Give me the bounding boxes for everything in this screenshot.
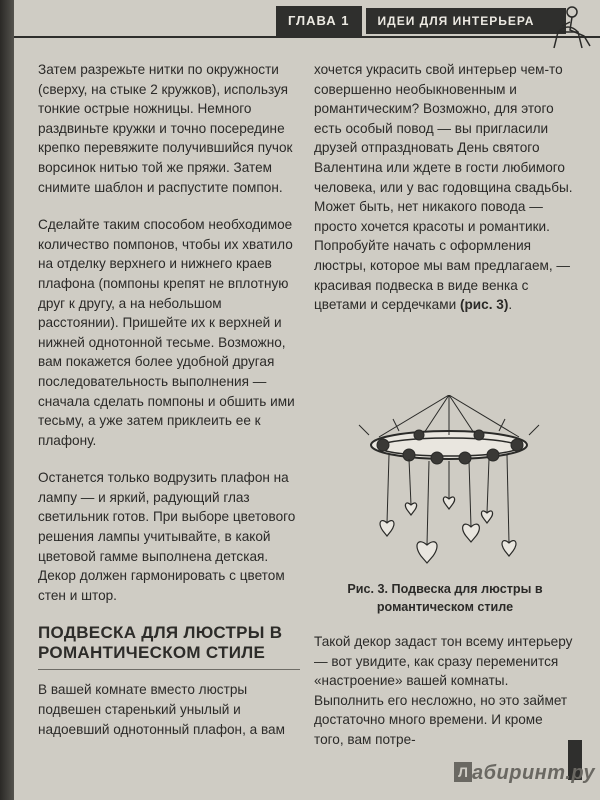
chandelier-wreath-illustration (349, 395, 549, 575)
watermark-text: абиринт.ру (472, 762, 596, 784)
paragraph: Затем разрежьте нитки по окружности (сверху, на стыке 2 кружков), используя тонкие острые ножницы. Немного раздвиньте кружки и точно посередине крепко перевяжите получившийся пучок ворсинок нитью той же пряжи. Затем снимите шаблон и распустите помпон. (38, 62, 293, 195)
paragraph: В вашей комнате вместо люстры подвешен старенький унылый и надоевший однотонный плафон, а вам (38, 682, 285, 737)
paragraph (314, 60, 576, 315)
chapter-label: ГЛАВА 1 (276, 6, 362, 36)
right-column (314, 60, 576, 333)
left-column (38, 60, 300, 757)
running-header (276, 8, 566, 34)
page-gutter-shadow (0, 0, 14, 800)
watermark-logo: Л (454, 762, 472, 782)
paragraph: Сделайте таким способом необходимое количество помпонов, чтобы их хватило на отделку верхнего и нижнего краев плафона (помпоны крепят не вплотную друг к другу, а на небольшом расстоянии). Пришейте их к верхней и нижней однотонной тесьме. Возможно, вам покажется более удобной другая последовательность выполнения — сначала сделать помпоны и обшить ими тесьму, а уже затем приклеить ее к плафону. (38, 217, 295, 448)
section-heading: ПОДВЕСКА ДЛЯ ЛЮСТРЫ В РОМАНТИЧЕСКОМ СТИЛЕ (38, 623, 300, 670)
book-page (14, 0, 600, 800)
header-rule (14, 36, 600, 38)
paragraph: Такой декор задаст тон всему интерьеру — вот увидите, как сразу переменится «настроение» вашей комнаты. Выполнить его несложно, но это займет достаточно много времени. И кроме того, вам потре- (314, 634, 573, 747)
paragraph-text: хочется украсить свой интерьер чем-то совершенно необыкновенным и романтическим? Возможно, для этого есть особый повод — вы пригласили друзей отпраздновать День святого Валентина или ждете в гости любимого человека, или у вас годовщина свадьбы. Может быть, нет никакого повода — просто хочется красоты и романтики. Попробуйте начать с оформления люстры, которое мы вам предлагаем, — красивая подвеска в виде венка с цветами и сердечками (314, 62, 573, 313)
paragraph: Останется только водрузить плафон на лампу — и яркий, радующий глаз светильник готов. При выборе цветового решения лампы учитывайте, в какой цветовой гамме выполнена детская. Декор должен гармонировать с цветом стен и штор. (38, 470, 296, 603)
figure-reference: (рис. 3) (459, 297, 509, 313)
paragraph-end: . (508, 297, 513, 313)
woman-in-chair-illustration (548, 2, 596, 54)
chapter-title: ИДЕИ ДЛЯ ИНТЕРЬЕРА (366, 8, 566, 34)
figure-caption: Рис. 3. Подвеска для люстры в романтическом стиле (347, 582, 543, 614)
